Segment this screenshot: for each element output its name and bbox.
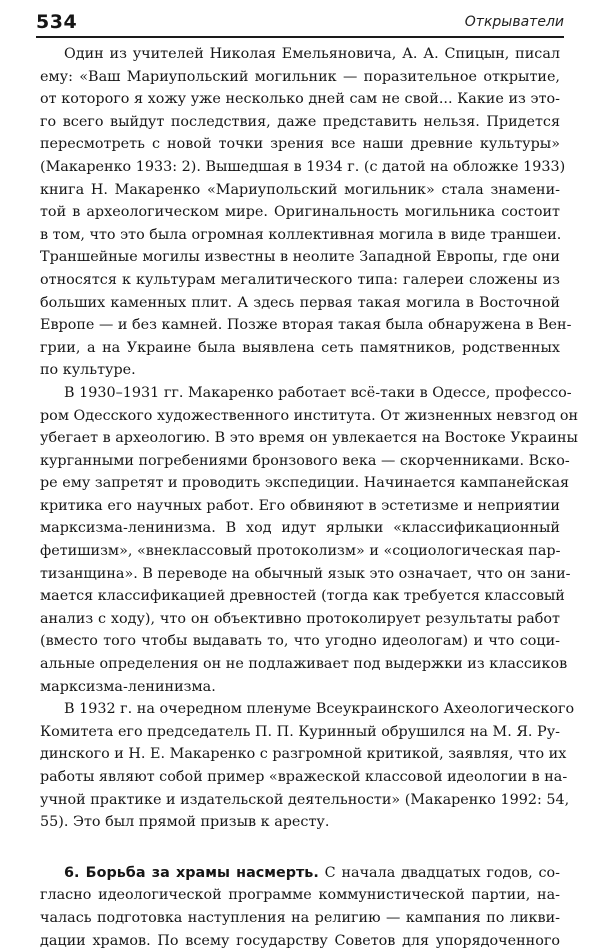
text-line: убегает в археологию. В это время он увлекается на Востоке Украины <box>40 430 578 447</box>
text-line: мается классификацией древностей (тогда как требуется классовый <box>40 588 565 605</box>
text-line: В 1932 г. на очередном пленуме Всеукраинского Ахеологического <box>64 701 575 718</box>
text-line: по культуре. <box>40 362 136 379</box>
text-line: относятся к культурам мегалитического типа: галереи сложены из <box>40 271 560 288</box>
text-line: (вместо того чтобы выдавать то, что угодно идеологам) и что соци- <box>40 633 560 650</box>
text-line: Комитета его председатель П. П. Куринный обрушился на М. Я. Ру- <box>40 723 560 740</box>
paragraph-1 <box>40 43 572 382</box>
text-line: чалась подготовка наступления на религию — кампания по ликви- <box>40 909 560 926</box>
text-line: динского и Н. Е. Макаренко с разгромной критикой, заявляя, что их <box>40 746 567 763</box>
text-line: той в археологическом мире. Оригинальность могильника состоит <box>40 204 560 221</box>
text-line: марксизма-ленинизма. <box>40 678 216 695</box>
text-line: в том, что это была огромная коллективная могила в виде траншеи. <box>40 226 562 243</box>
text-line: книга Н. Макаренко «Мариупольский могильник» стала знамени- <box>40 181 560 198</box>
text-line: Один из учителей Николая Емельяновича, А. А. Спицын, писал <box>64 46 560 62</box>
text-line: ре ему запретят и проводить экспедиции. Начинается кампанейская <box>40 475 570 492</box>
text-line: В 1930–1931 гг. Макаренко работает всё-таки в Одессе, профессо- <box>64 384 572 401</box>
text-line: работы являют собой пример «вражеской классовой идеологии в на- <box>40 769 568 785</box>
text-line: пересмотреть с новой точки зрения все наши древние культуры» <box>40 136 560 153</box>
text-line: от которого я хожу уже несколько дней сам не свой... Какие из это- <box>40 91 560 108</box>
section-gap <box>40 834 560 862</box>
paragraph-2 <box>40 382 579 698</box>
section-heading: 6. Борьба за храмы насмерть. <box>64 864 319 881</box>
text-line: анализ с ходу), что он объективно протоколирует результаты работ <box>40 610 560 627</box>
text-line: тизанщина». В переводе на обычный язык это означает, что он зани- <box>40 565 571 582</box>
text-line: Траншейные могилы известны в неолите Западной Европы, где они <box>40 249 560 266</box>
section-first-line <box>40 862 560 885</box>
text-line: больших каменных плит. А здесь первая такая могила в Восточной <box>40 294 560 311</box>
body-text <box>40 43 579 952</box>
text-line: учной практике и издательской деятельности» (Макаренко 1992: 54, <box>40 791 570 808</box>
running-title: Открыватели <box>464 14 564 30</box>
text-line: грии, а на Украине была выявлена сеть памятников, родственных <box>40 339 560 356</box>
text-line: дации храмов. По всему государству Советов для упорядоченного <box>40 932 560 949</box>
text-line: 55). Это был прямой призыв к аресту. <box>40 814 330 831</box>
text-line: го всего выйдут последствия, даже представить нельзя. Придется <box>40 113 560 130</box>
paragraph-3 <box>40 698 575 834</box>
page-header <box>36 6 564 38</box>
text-line: гласно идеологической программе коммунистической партии, на- <box>40 887 560 904</box>
text-line: Европе — и без камней. Позже вторая такая была обнаружена в Вен- <box>40 317 572 334</box>
text-line: ром Одесского художественного института. От жизненных невзгод он <box>40 407 579 424</box>
text-line: марксизма-ленинизма. В ход идут ярлыки «классификационный <box>40 520 560 537</box>
text-line: альные определения он не подлаживает под выдержки из классиков <box>40 656 568 673</box>
text-line: фетишизм», «внеклассовый протоколизм» и «социологическая пар- <box>40 543 561 560</box>
page-number: 534 <box>36 11 78 33</box>
text-line: критика его научных работ. Его обвиняют в эстетизме и неприятии <box>40 497 560 514</box>
section-6 <box>40 862 560 952</box>
section-first-line-text: С начала двадцатых годов, со- <box>324 864 560 881</box>
text-line: ему: «Ваш Мариупольский могильник — поразительное открытие, <box>40 68 560 85</box>
text-line: (Макаренко 1933: 2). Вышедшая в 1934 г. (с датой на обложке 1933) <box>40 158 566 175</box>
text-line: курганными погребениями бронзового века — скорченниками. Вско- <box>40 452 570 469</box>
